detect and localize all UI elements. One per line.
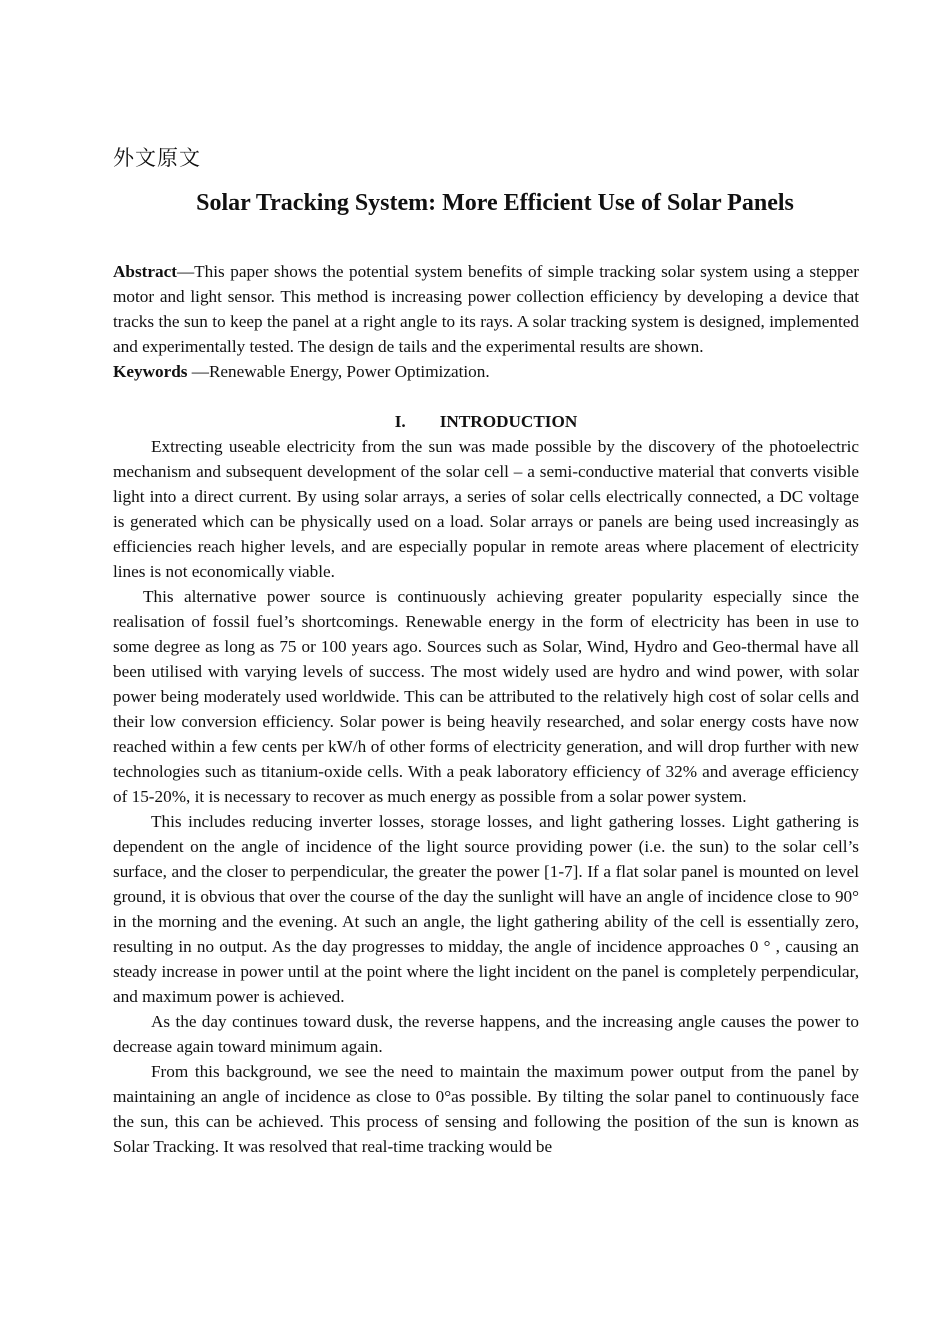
intro-paragraph-4: As the day continues toward dusk, the reverse happens, and the increasing angle causes the power to decrease again toward minimum again. [113, 1012, 859, 1056]
abstract-lead: Abstract [113, 262, 177, 281]
intro-paragraph-2: This alternative power source is continuously achieving greater popularity especially since the realisation of fossil fuel’s shortcomings. Renewable energy in the form of electricity has been in use to some degree as long as 75 or 100 years ago. Sources such as Solar, Wind, Hydro and Geo-thermal have all been utilised with varying levels of success. The most widely used are hydro and wind power, with solar power being moderately used worldwide. This can be attributed to the relatively high cost of solar cells and their low conversion efficiency. Solar power is being heavily researched, and solar energy costs have now reached within a few cents per kW/h of other forms of electricity generation, and will drop further with new technologies such as titanium-oxide cells. With a peak laboratory efficiency of 32% and average efficiency of 15-20%, it is necessary to recover as much energy as possible from a solar power system. [113, 587, 859, 806]
paper-body [113, 259, 859, 1159]
section-heading-introduction [113, 409, 859, 434]
intro-paragraph-3: This includes reducing inverter losses, storage losses, and light gathering losses. Light gathering is dependent on the angle of incidence of the light source providing power (i.e. the sun) to the solar cell’s surface, and the closer to perpendicular, the greater the power [1-7]. If a flat solar panel is mounted on level ground, it is obvious that over the course of the day the sunlight will have an angle of incidence close to 90° in the morning and the evening. At such an angle, the light gathering ability of the cell is essentially zero, resulting in no output. As the day progresses to midday, the angle of incidence approaches 0 ° , causing an steady increase in power until at the point where the light incident on the panel is completely perpendicular, and maximum power is achieved. [113, 812, 859, 1006]
section-number: I. [394, 412, 406, 431]
abstract-text: —This paper shows the potential system benefits of simple tracking solar system using a stepper motor and light sensor. This method is increasing power collection efficiency by developing a device that tracks the sun to keep the panel at a right angle to its rays. A solar tracking system is designed, implemented and experimentally tested. The design de tails and the experimental results are shown. [113, 262, 859, 356]
intro-paragraph-1: Extrecting useable electricity from the sun was made possible by the discovery of the photoelectric mechanism and subsequent development of the solar cell – a semi-conductive material that converts visible light into a direct current. By using solar arrays, a series of solar cells electrically connected, a DC voltage is generated which can be physically used on a load. Solar arrays or panels are being used increasingly as efficiencies reach higher levels, and are especially popular in remote areas where placement of electricity lines is not economically viable. [113, 437, 859, 581]
paper-title: Solar Tracking System: More Efficient Use of Solar Panels [196, 190, 794, 216]
intro-paragraph-5: From this background, we see the need to maintain the maximum power output from the panel by maintaining an angle of incidence as close to 0°as possible. By tilting the solar panel to continuously face the sun, this can be achieved. This process of sensing and following the position of the sun is known as Solar Tracking. It was resolved that real-time tracking would be [113, 1062, 859, 1156]
keywords-paragraph [113, 359, 859, 384]
abstract-paragraph [113, 259, 859, 359]
section-heading-text: INTRODUCTION [439, 412, 578, 431]
keywords-lead: Keywords [113, 362, 188, 381]
section-label: 外文原文 [113, 146, 201, 170]
keywords-text: —Renewable Energy, Power Optimization. [187, 362, 490, 381]
